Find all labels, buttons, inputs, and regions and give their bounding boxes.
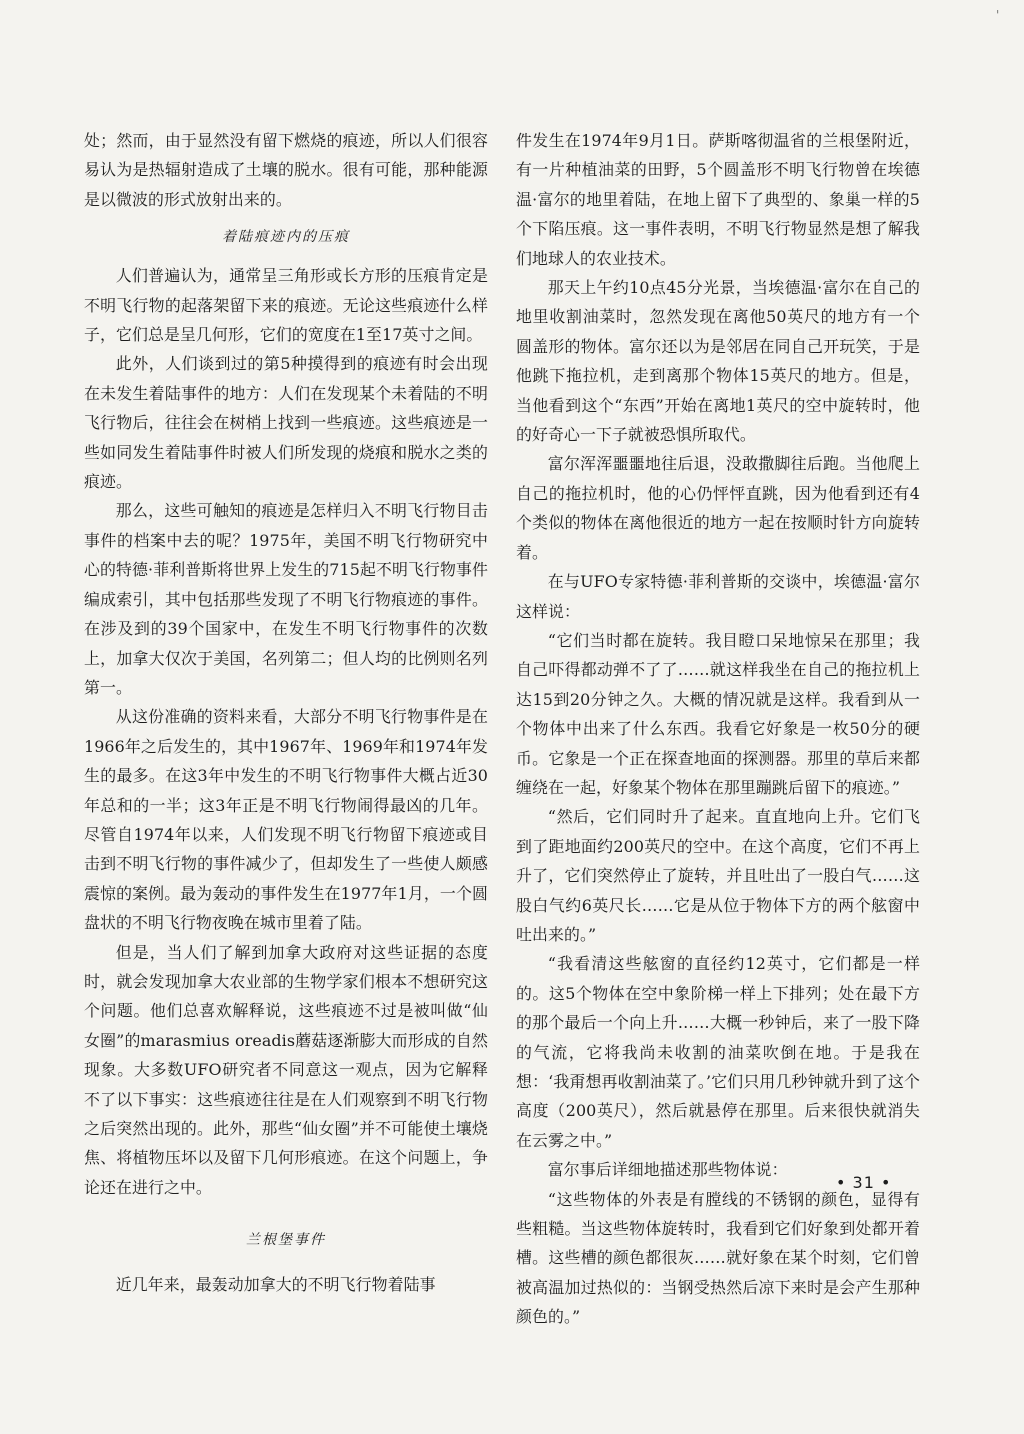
left-column xyxy=(84,126,488,1300)
page-number: • 31 • xyxy=(836,1173,892,1192)
section-heading: 着陆痕迹内的压痕 xyxy=(222,229,350,246)
paragraph: 件发生在1974年9月1日。萨斯喀彻温省的兰根堡附近，有一片种植油菜的田野，5个圆盖形不明飞行物曾在埃德温·富尔的地里着陆，在地上留下了典型的、象巢一样的5个下陷压痕。这一事件表明，不明飞行物显然是想了解我们地球人的农业技术。 xyxy=(516,131,920,268)
paragraph: 从这份准确的资料来看，大部分不明飞行物事件是在1966年之后发生的，其中1967年、1969年和1974年发生的最多。在这3年中发生的不明飞行物事件大概占近30年总和的一半；这3年正是不明飞行物闹得最凶的几年。尽管自1974年以来，人们发现不明飞行物留下痕迹或目击到不明飞行物的事件减少了，但却发生了一些使人颇感震惊的案例。最为轰动的事件发生在1977年1月，一个圆盘状的不明飞行物夜晚在城市里着了陆。 xyxy=(84,707,488,933)
paragraph: 那么，这些可触知的痕迹是怎样归入不明飞行物目击事件的档案中去的呢？1975年，美国不明飞行物研究中心的特德·菲利普斯将世界上发生的715起不明飞行物事件编成索引，其中包括那些发现了不明飞行物痕迹的事件。在涉及到的39个国家中，在发生不明飞行物事件的次数上，加拿大仅次于美国，名列第二；但人均的比例则名列第一。 xyxy=(84,501,488,697)
paragraph: 此外，人们谈到过的第5种摸得到的痕迹有时会出现在未发生着陆事件的地方：人们在发现某个未着陆的不明飞行物后，往往会在树梢上找到一些痕迹。这些痕迹是一些如同发生着陆事件时被人们所发现的烧痕和脱水之类的痕迹。 xyxy=(84,354,488,492)
paragraph: 那天上午约10点45分光景，当埃德温·富尔在自己的地里收割油菜时，忽然发现在离他50英尺的地方有一个圆盖形的物体。富尔还以为是邻居在同自己开玩笑，于是他跳下拖拉机，走到离那个物体15英尺的地方。但是，当他看到这个“东西”开始在离地1英尺的空中旋转时，他的好奇心一下子就被恐惧所取代。 xyxy=(516,278,920,445)
quote-paragraph: “这些物体的外表是有膛线的不锈钢的颜色，显得有些粗糙。当这些物体旋转时，我看到它们好象到处都开着槽。这些槽的颜色都很灰……就好象在某个时刻，它们曾被高温加过热似的：当钢受热然后凉下来时是会产生那种颜色的。” xyxy=(516,1189,920,1327)
paragraph: 在与UFO专家特德·菲利普斯的交谈中，埃德温·富尔这样说： xyxy=(516,572,920,621)
section-heading: 兰根堡事件 xyxy=(246,1232,326,1249)
paragraph: 处；然而，由于显然没有留下燃烧的痕迹，所以人们很容易认为是热辐射造成了土壤的脱水。很有可能，那种能源是以微波的形式放射出来的。 xyxy=(84,131,488,209)
paragraph: 富尔浑浑噩噩地往后退，没敢撒脚往后跑。当他爬上自己的拖拉机时，他的心仍怦怦直跳，因为他看到还有4个类似的物体在离他很近的地方一起在按顺时针方向旋转着。 xyxy=(516,454,920,562)
paragraph: 近几年来，最轰动加拿大的不明飞行物着陆事 xyxy=(115,1275,436,1295)
paragraph: 人们普遍认为，通常呈三角形或长方形的压痕肯定是不明飞行物的起落架留下来的痕迹。无论这些痕迹什么样子，它们总是呈几何形，它们的宽度在1至17英寸之间。 xyxy=(84,266,488,345)
paragraph: 但是，当人们了解到加拿大政府对这些证据的态度时，就会发现加拿大农业部的生物学家们根本不想研究这个问题。他们总喜欢解释说，这些痕迹不过是被叫做“仙女圈”的marasmius oreadis蘑菇逐渐膨大而形成的自然现象。大多数UFO研究者不同意这一观点，因为它解释不了以下事实：这些痕迹往往是在人们观察到不明飞行物之后突然出现的。此外，那些“仙女圈”并不可能使土壤烧焦、将植物压坏以及留下几何形痕迹。在这个问题上，争论还在进行之中。 xyxy=(84,942,488,1197)
quote-paragraph: “然后，它们同时升了起来。直直地向上升。它们飞到了距地面约200英尺的空中。在这个高度，它们不再上升了，它们突然停止了旋转，并且吐出了一股白气……这股白气约6英尺长……它是从位于物体下方的两个舷窗中吐出来的。” xyxy=(516,807,920,944)
paragraph: 富尔事后详细地描述那些物体说： xyxy=(547,1160,788,1180)
right-column xyxy=(516,126,920,1332)
quote-paragraph: “我看清这些舷窗的直径约12英寸，它们都是一样的。这5个物体在空中象阶梯一样上下排列；处在最下方的那个最后一个向上升……大概一秒钟后，来了一股下降的气流，它将我尚未收割的油菜吹倒在地。于是我在想：‘我甭想再收割油菜了。’它们只用几秒钟就升到了这个高度（200英尺），然后就悬停在那里。后来很快就消失在云雾之中。” xyxy=(516,954,920,1150)
corner-mark: ' xyxy=(996,8,1000,22)
quote-paragraph: “它们当时都在旋转。我目瞪口呆地惊呆在那里；我自己吓得都动弹不了了……就这样我坐在自己的拖拉机上达15到20分钟之久。大概的情况就是这样。我看到从一个物体中出来了什么东西。我看它好象是一枚50分的硬币。它象是一个正在探查地面的探测器。那里的草后来都缠绕在一起，好象某个物体在那里蹦跳后留下的痕迹。” xyxy=(516,630,920,797)
